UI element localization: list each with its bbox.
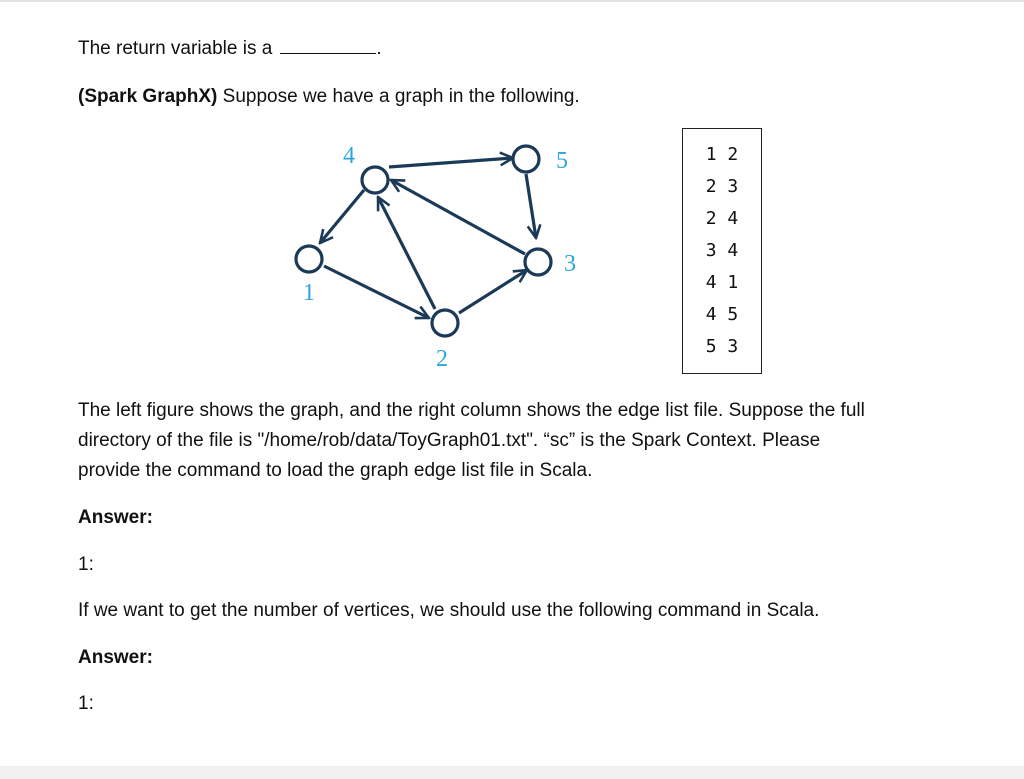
vertex-label-3: 3 xyxy=(564,251,576,277)
graph-question xyxy=(78,82,580,112)
edge-list-row: 2 4 xyxy=(705,208,739,229)
vertex-3 xyxy=(525,249,551,275)
return-question-period: . xyxy=(376,38,382,59)
vertex-label-4: 4 xyxy=(343,143,355,169)
edge-list-row: 5 3 xyxy=(705,336,739,357)
paragraph-line-2: directory of the file is "/home/rob/data/ToyGraph01.txt". “sc” is the Spark Context. Please xyxy=(78,430,821,451)
load-graph-paragraph xyxy=(78,396,958,486)
edge-list-row: 1 2 xyxy=(705,144,739,165)
answer-item-2[interactable]: 1: xyxy=(78,693,94,714)
edge-1-2 xyxy=(324,266,429,318)
paragraph-line-1: The left figure shows the graph, and the right column shows the edge list file. Suppose the full xyxy=(78,400,865,421)
graph-question-text: Suppose we have a graph in the following. xyxy=(217,86,580,107)
paragraph-line-3: provide the command to load the graph edge list file in Scala. xyxy=(78,460,593,481)
vertex-4 xyxy=(362,167,388,193)
graph-question-prefix: (Spark GraphX) xyxy=(78,86,218,107)
answer-label-2: Answer: xyxy=(78,647,153,668)
answer-item-1[interactable]: 1: xyxy=(78,554,94,575)
vertex-2 xyxy=(432,310,458,336)
edge-2-3 xyxy=(459,270,527,313)
answer-blank[interactable] xyxy=(280,35,376,54)
edge-list-box xyxy=(682,128,762,374)
vertex-label-2: 2 xyxy=(436,346,448,372)
answer-label-1: Answer: xyxy=(78,507,153,528)
edge-2-4 xyxy=(378,197,435,309)
top-border xyxy=(0,0,1024,2)
edge-4-5 xyxy=(389,158,513,167)
edge-5-3 xyxy=(526,174,536,238)
vertex-label-1: 1 xyxy=(303,280,315,306)
edge-list-row: 2 3 xyxy=(705,176,739,197)
return-question-text: The return variable is a xyxy=(78,38,273,59)
edge-list-row: 3 4 xyxy=(705,240,739,261)
graph-edges xyxy=(320,158,536,318)
vertex-5 xyxy=(513,146,539,172)
edge-list-row: 4 1 xyxy=(705,272,739,293)
vertex-label-5: 5 xyxy=(556,148,568,174)
edge-4-1 xyxy=(320,190,364,243)
bottom-bar xyxy=(0,766,1024,779)
vertex-1 xyxy=(296,246,322,272)
return-variable-question xyxy=(78,34,382,64)
graph-figure xyxy=(280,130,600,380)
vertices-question: If we want to get the number of vertices, we should use the following command in Scala. xyxy=(78,600,820,621)
edge-3-4 xyxy=(391,180,525,254)
edge-list-row: 4 5 xyxy=(705,304,739,325)
graph-vertices xyxy=(296,146,551,336)
